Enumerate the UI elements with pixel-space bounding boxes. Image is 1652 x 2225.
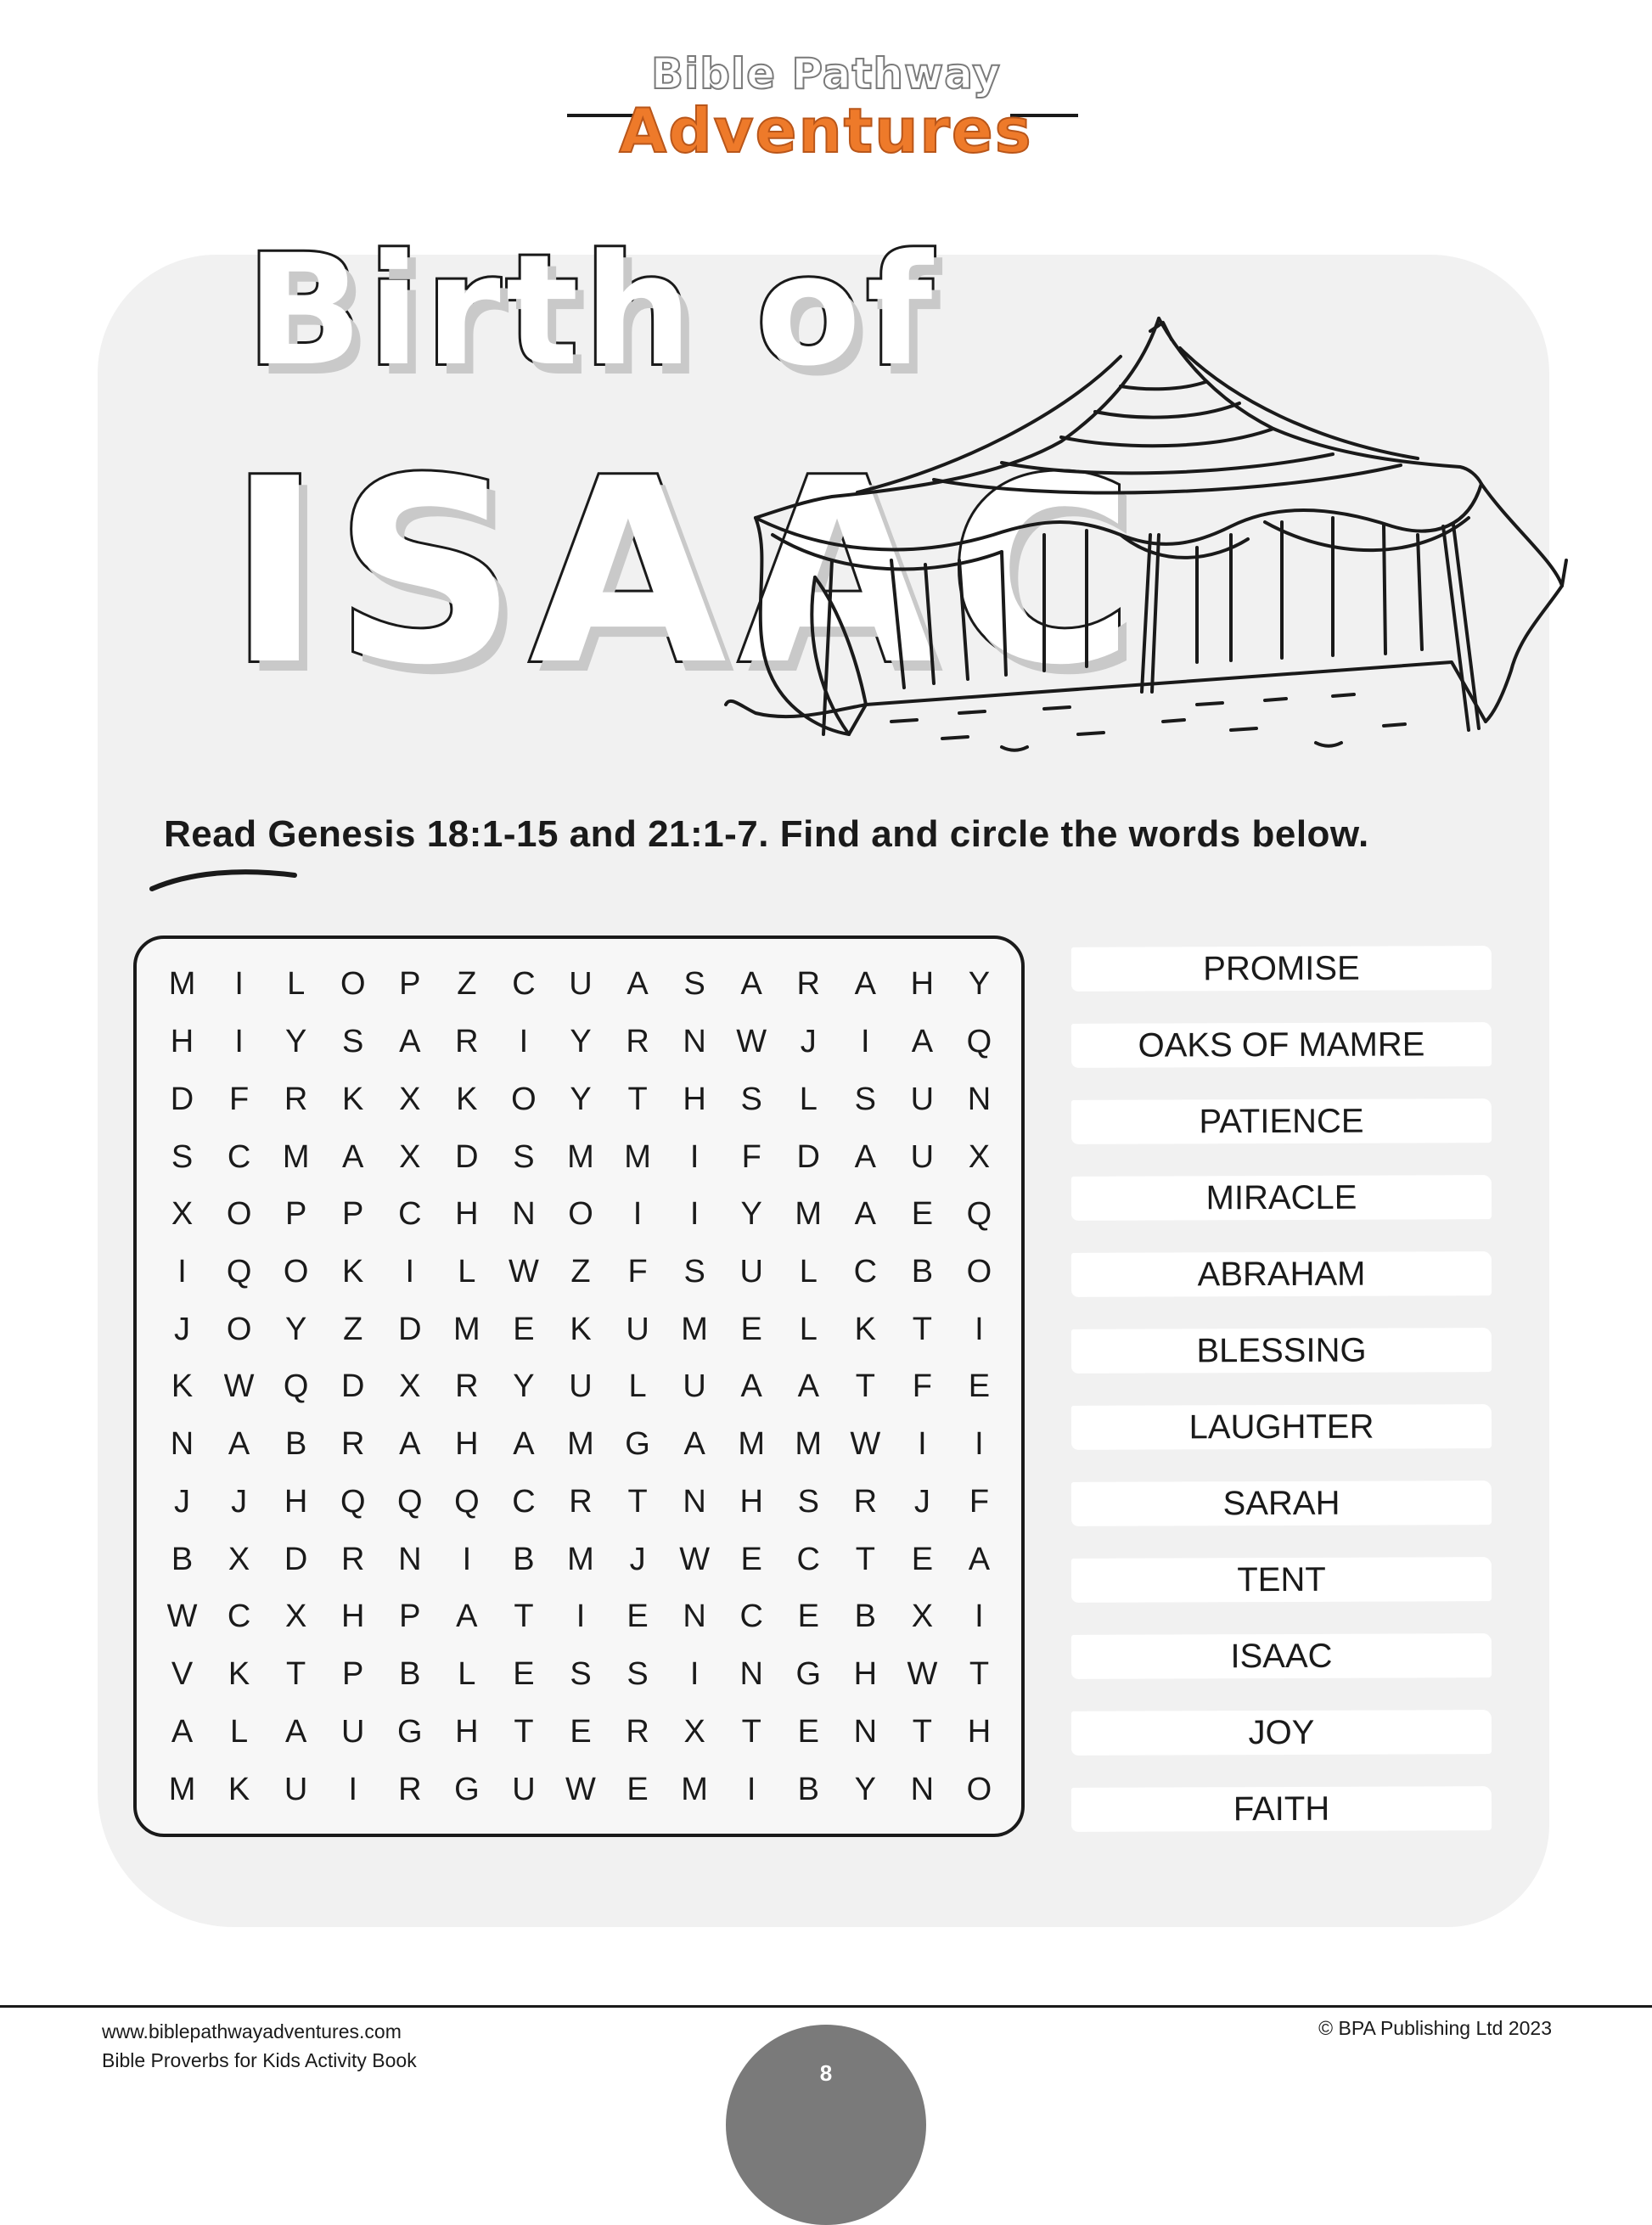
grid-letter[interactable]: I [918,1426,927,1463]
grid-letter[interactable]: R [853,1483,878,1520]
grid-letter[interactable]: U [512,1771,536,1807]
grid-letter[interactable]: H [455,1426,479,1463]
grid-letter[interactable]: X [399,1081,421,1117]
grid-letter[interactable]: O [340,966,366,1003]
word-list-item: SARAH [1071,1481,1492,1526]
grid-letter[interactable]: S [171,1138,194,1175]
grid-letter[interactable]: N [910,1771,935,1807]
grid-letter[interactable]: A [911,1024,934,1060]
grid-letter[interactable]: U [626,1311,649,1347]
grid-letter[interactable]: D [341,1368,365,1405]
grid-letter[interactable]: N [512,1196,536,1233]
grid-letter[interactable]: X [399,1138,421,1175]
grid-letter[interactable]: S [342,1024,364,1060]
word-list-item: PROMISE [1071,946,1492,992]
grid-letter[interactable]: S [627,1656,649,1693]
grid-letter[interactable]: D [398,1311,422,1347]
word-list-item: LAUGHTER [1071,1404,1492,1450]
grid-letter[interactable]: L [628,1368,647,1405]
grid-letter[interactable]: A [171,1713,194,1750]
word-list-item: MIRACLE [1071,1175,1492,1221]
word-list-item: ABRAHAM [1071,1251,1492,1297]
grid-letter[interactable]: R [341,1426,365,1463]
grid-letter[interactable]: A [683,1426,705,1463]
grid-letter[interactable]: W [850,1426,881,1463]
grid-letter[interactable]: A [513,1426,535,1463]
grid-letter[interactable]: K [228,1771,250,1807]
grid-letter[interactable]: M [795,1426,823,1463]
grid-letter[interactable]: P [342,1656,364,1693]
grid-letter[interactable]: T [286,1656,306,1693]
grid-letter[interactable]: C [227,1138,251,1175]
grid-letter[interactable]: E [513,1656,535,1693]
grid-letter[interactable]: R [626,1024,649,1060]
grid-letter[interactable]: Q [340,1483,366,1520]
grid-letter[interactable]: C [398,1196,422,1233]
word-list-item: FAITH [1071,1786,1492,1832]
grid-letter[interactable]: Q [283,1368,309,1405]
grid-letter[interactable]: O [283,1254,309,1290]
grid-letter[interactable]: H [455,1713,479,1750]
grid-letter[interactable]: X [171,1196,194,1233]
grid-letter[interactable]: L [458,1656,476,1693]
grid-letter[interactable]: M [681,1311,708,1347]
grid-letter[interactable]: K [342,1254,364,1290]
grid-letter[interactable]: E [740,1311,762,1347]
grid-letter[interactable]: E [911,1196,934,1233]
word-search-grid [154,956,1008,1818]
underline-swoosh [149,862,301,896]
grid-letter[interactable]: X [399,1368,421,1405]
grid-letter[interactable]: A [399,1024,421,1060]
grid-letter[interactable]: Q [966,1196,992,1233]
grid-letter[interactable]: O [966,1771,992,1807]
grid-letter[interactable]: H [284,1483,308,1520]
grid-letter[interactable]: M [168,966,196,1003]
grid-letter[interactable]: E [968,1368,991,1405]
footer-website[interactable]: www.biblepathwayadventures.com [102,2020,402,2042]
grid-letter[interactable]: D [170,1081,194,1117]
word-list-item: JOY [1071,1710,1492,1756]
grid-letter[interactable]: I [405,1254,415,1290]
grid-letter[interactable]: I [348,1771,357,1807]
grid-letter[interactable]: Y [284,1024,307,1060]
grid-letter[interactable]: M [624,1138,651,1175]
grid-letter[interactable]: I [689,1196,700,1233]
grid-letter[interactable]: K [570,1311,592,1347]
grid-letter[interactable]: V [171,1656,194,1693]
grid-letter[interactable]: S [513,1138,535,1175]
grid-letter[interactable]: I [975,1311,984,1347]
word-list-item: PATIENCE [1071,1098,1492,1144]
grid-letter[interactable]: E [570,1713,592,1750]
grid-letter[interactable]: N [967,1081,992,1117]
grid-letter[interactable]: M [795,1196,823,1233]
grid-letter[interactable]: M [168,1771,196,1807]
grid-letter[interactable]: C [853,1254,878,1290]
grid-letter[interactable]: Y [740,1196,762,1233]
grid-letter[interactable]: H [967,1713,992,1750]
grid-letter[interactable]: R [398,1771,422,1807]
grid-letter[interactable]: I [462,1541,472,1577]
grid-letter[interactable]: P [399,1599,421,1635]
grid-letter[interactable]: W [508,1254,539,1290]
grid-letter[interactable]: H [910,966,935,1003]
grid-letter[interactable]: S [797,1483,819,1520]
grid-letter[interactable]: E [627,1771,649,1807]
word-search-box [133,936,1025,1837]
grid-letter[interactable]: C [512,1483,536,1520]
grid-letter[interactable]: X [911,1599,934,1635]
grid-letter[interactable]: K [342,1081,364,1117]
grid-letter[interactable]: I [689,1138,700,1175]
grid-letter[interactable]: I [234,966,244,1003]
grid-letter[interactable]: L [230,1713,249,1750]
grid-letter[interactable]: H [683,1081,706,1117]
grid-letter[interactable]: U [341,1713,365,1750]
grid-letter[interactable]: C [227,1599,251,1635]
grid-letter[interactable]: N [683,1483,706,1520]
grid-letter[interactable]: O [226,1196,252,1233]
grid-letter[interactable]: T [855,1368,875,1405]
grid-letter[interactable]: T [627,1081,648,1117]
grid-letter[interactable]: J [174,1483,191,1520]
grid-letter[interactable]: Y [570,1081,592,1117]
grid-letter[interactable]: F [741,1138,761,1175]
grid-letter[interactable]: T [514,1599,534,1635]
grid-letter[interactable]: J [629,1541,646,1577]
grid-letter[interactable]: H [455,1196,479,1233]
grid-letter[interactable]: T [912,1311,932,1347]
grid-letter[interactable]: G [454,1771,480,1807]
grid-letter[interactable]: L [458,1254,476,1290]
grid-letter[interactable]: H [170,1024,194,1060]
brand-logo [0,42,1652,170]
grid-letter[interactable]: M [738,1426,766,1463]
grid-letter[interactable]: Y [570,1024,592,1060]
grid-letter[interactable]: Q [454,1483,480,1520]
grid-letter[interactable]: Y [513,1368,535,1405]
grid-letter[interactable]: N [398,1541,422,1577]
footer-left [102,2017,417,2075]
grid-letter[interactable]: J [913,1483,930,1520]
grid-letter[interactable]: S [740,1081,762,1117]
grid-letter[interactable]: I [746,1771,756,1807]
grid-letter[interactable]: F [912,1368,932,1405]
grid-letter[interactable]: P [399,966,421,1003]
grid-letter[interactable]: T [855,1541,875,1577]
grid-letter[interactable]: I [576,1599,586,1635]
word-list [1071,947,1492,1863]
grid-letter[interactable]: T [912,1713,932,1750]
grid-letter[interactable]: B [911,1254,934,1290]
footer-book-title: Bible Proverbs for Kids Activity Book [102,2049,417,2071]
title-line-2: ISAAC [228,424,1147,721]
grid-letter[interactable]: B [399,1656,421,1693]
grid-letter[interactable]: F [969,1483,990,1520]
grid-letter[interactable]: R [455,1024,479,1060]
grid-letter[interactable]: X [683,1713,705,1750]
logo-line-1: Bible Pathway [650,49,1002,98]
grid-letter[interactable]: P [284,1196,307,1233]
grid-letter[interactable]: M [282,1138,310,1175]
grid-letter[interactable]: G [795,1656,822,1693]
grid-letter[interactable]: D [284,1541,308,1577]
grid-letter[interactable]: A [968,1541,991,1577]
grid-letter[interactable]: K [171,1368,194,1405]
grid-letter[interactable]: E [627,1599,649,1635]
grid-letter[interactable]: K [854,1311,876,1347]
grid-letter[interactable]: R [626,1713,649,1750]
grid-letter[interactable]: A [854,966,876,1003]
grid-letter[interactable]: J [800,1024,817,1060]
grid-letter[interactable]: B [284,1426,307,1463]
grid-letter[interactable]: Z [570,1254,591,1290]
grid-letter[interactable]: W [565,1771,596,1807]
grid-letter[interactable]: A [284,1713,307,1750]
grid-letter[interactable]: E [797,1713,819,1750]
grid-letter[interactable]: T [969,1656,990,1693]
grid-letter[interactable]: I [689,1656,700,1693]
grid-letter[interactable]: N [683,1599,706,1635]
grid-letter[interactable]: M [567,1138,594,1175]
grid-letter[interactable]: B [513,1541,535,1577]
grid-letter[interactable]: R [284,1081,308,1117]
logo-line-2: Adventures [619,95,1033,166]
instruction-text: Read Genesis 18:1-15 and 21:1-7. Find and circle the words below. [164,813,1369,855]
grid-letter[interactable]: H [341,1599,365,1635]
grid-letter[interactable]: A [740,966,762,1003]
grid-letter[interactable]: N [170,1426,194,1463]
grid-letter[interactable]: O [568,1196,593,1233]
grid-letter[interactable]: I [177,1254,187,1290]
grid-letter[interactable]: X [228,1541,250,1577]
grid-letter[interactable]: Y [854,1771,876,1807]
grid-letter[interactable]: M [453,1311,480,1347]
grid-letter[interactable]: E [797,1599,819,1635]
grid-letter[interactable]: X [284,1599,307,1635]
grid-letter[interactable]: E [740,1541,762,1577]
grid-letter[interactable]: A [740,1368,762,1405]
grid-letter[interactable]: J [174,1311,191,1347]
grid-letter[interactable]: U [569,1368,593,1405]
grid-letter[interactable]: Z [457,966,477,1003]
grid-letter[interactable]: N [739,1656,763,1693]
grid-letter[interactable]: I [975,1426,984,1463]
grid-letter[interactable]: Z [343,1311,363,1347]
grid-letter[interactable]: A [456,1599,478,1635]
footer-divider [0,2005,1652,2008]
grid-letter[interactable]: T [514,1713,534,1750]
word-list-item: BLESSING [1071,1328,1492,1374]
grid-letter[interactable]: A [342,1138,364,1175]
grid-letter[interactable]: L [799,1311,818,1347]
page-number: 8 [819,2060,833,2086]
grid-letter[interactable]: G [397,1713,423,1750]
grid-letter[interactable]: O [966,1254,992,1290]
grid-letter[interactable]: T [741,1713,761,1750]
word-list-item: OAKS OF MAMRE [1071,1022,1492,1068]
grid-letter[interactable]: I [861,1024,870,1060]
grid-letter[interactable]: R [796,966,820,1003]
tent-icon [722,306,1571,764]
grid-letter[interactable]: I [234,1024,244,1060]
grid-letter[interactable]: W [679,1541,711,1577]
grid-letter[interactable]: L [799,1081,818,1117]
grid-letter[interactable]: N [683,1024,706,1060]
grid-letter[interactable]: R [569,1483,593,1520]
grid-letter[interactable]: S [570,1656,592,1693]
grid-letter[interactable]: U [569,966,593,1003]
grid-letter[interactable]: M [567,1541,594,1577]
grid-letter[interactable]: G [625,1426,650,1463]
grid-letter[interactable]: U [739,1254,763,1290]
grid-letter[interactable]: D [796,1138,820,1175]
grid-letter[interactable]: L [287,966,306,1003]
title-line-1: Birth of [246,222,938,400]
grid-letter[interactable]: U [910,1138,935,1175]
grid-letter[interactable]: U [683,1368,706,1405]
footer-copyright: © BPA Publishing Ltd 2023 [1318,2017,1552,2039]
grid-letter[interactable]: I [519,1024,529,1060]
grid-letter[interactable]: J [231,1483,248,1520]
grid-letter[interactable]: H [853,1656,878,1693]
grid-letter[interactable]: S [854,1081,876,1117]
grid-letter[interactable]: B [797,1771,819,1807]
grid-letter[interactable]: A [797,1368,819,1405]
grid-letter[interactable]: A [854,1196,876,1233]
grid-letter[interactable]: W [907,1656,938,1693]
grid-letter[interactable]: D [455,1138,479,1175]
grid-letter[interactable]: Q [966,1024,992,1060]
grid-letter[interactable]: K [228,1656,250,1693]
grid-letter[interactable]: W [223,1368,255,1405]
grid-letter[interactable]: N [853,1713,878,1750]
grid-letter[interactable]: E [911,1541,934,1577]
grid-letter[interactable]: P [342,1196,364,1233]
grid-letter[interactable]: A [627,966,649,1003]
grid-letter[interactable]: S [683,1254,705,1290]
grid-letter[interactable]: L [799,1254,818,1290]
grid-letter[interactable]: Y [968,966,991,1003]
grid-letter[interactable]: C [796,1541,820,1577]
grid-letter[interactable]: I [975,1599,984,1635]
grid-letter[interactable]: Q [226,1254,252,1290]
grid-letter[interactable]: O [511,1081,537,1117]
grid-letter[interactable]: H [739,1483,763,1520]
grid-letter[interactable]: B [854,1599,876,1635]
grid-letter[interactable]: F [627,1254,648,1290]
grid-letter[interactable]: B [171,1541,194,1577]
grid-letter[interactable]: C [512,966,536,1003]
grid-letter[interactable]: R [455,1368,479,1405]
grid-letter[interactable]: O [226,1311,252,1347]
grid-letter[interactable]: T [627,1483,648,1520]
word-list-item: ISAAC [1071,1633,1492,1679]
page-number-tab [726,2025,926,2225]
grid-letter[interactable]: U [910,1081,935,1117]
grid-letter[interactable]: A [399,1426,421,1463]
word-list-item: TENT [1071,1557,1492,1603]
grid-letter[interactable]: S [683,966,705,1003]
grid-letter[interactable]: U [284,1771,308,1807]
grid-letter[interactable]: X [968,1138,991,1175]
grid-letter[interactable]: Y [284,1311,307,1347]
grid-letter[interactable]: I [632,1196,643,1233]
grid-letter[interactable]: E [513,1311,535,1347]
grid-letter[interactable]: F [228,1081,250,1117]
grid-letter[interactable]: W [736,1024,767,1060]
grid-letter[interactable]: W [166,1599,198,1635]
grid-letter[interactable]: A [854,1138,876,1175]
grid-letter[interactable]: K [456,1081,478,1117]
grid-letter[interactable]: R [341,1541,365,1577]
grid-letter[interactable]: Q [397,1483,423,1520]
grid-letter[interactable]: M [681,1771,708,1807]
grid-letter[interactable]: C [739,1599,763,1635]
grid-letter[interactable]: A [228,1426,250,1463]
grid-letter[interactable]: M [567,1426,594,1463]
